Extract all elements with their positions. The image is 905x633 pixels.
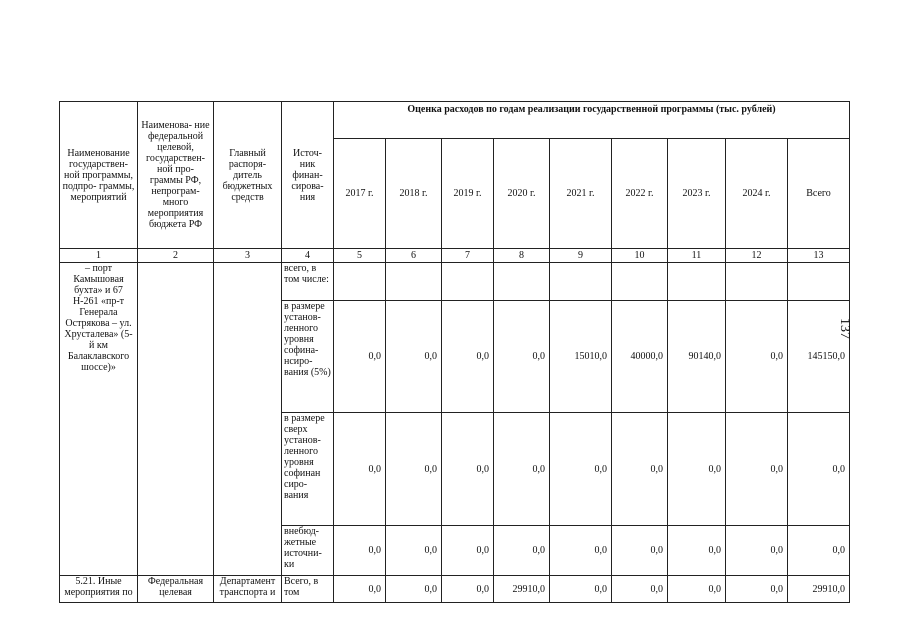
amount-cell: 0,0 [494,526,550,576]
page-number: 137 [837,318,852,339]
manager-cell: Департамент транспорта и [214,576,282,603]
header-year-1: 2017 г. [334,139,386,249]
header-federal-program: Наименова- ние федеральной целевой, государствен- ной про- граммы РФ, непрограм- много мероприятия бюджета РФ [138,102,214,249]
amount-cell: 0,0 [788,526,850,576]
amount-cell: 0,0 [668,576,726,603]
amount-cell: 0,0 [668,526,726,576]
header-budget-manager: Главный распоря- дитель бюджетных средств [214,102,282,249]
amount-cell: 0,0 [726,526,788,576]
amount-cell: 0,0 [612,526,668,576]
amount-cell: 0,0 [386,526,442,576]
header-expense-estimate: Оценка расходов по годам реализации государственной программы (тыс. рублей) [334,102,850,139]
amount-cell: 0,0 [442,413,494,526]
amount-cell: 0,0 [386,576,442,603]
funding-source-cell: всего, в том числе: [282,263,334,301]
amount-cell [726,263,788,301]
measure-name-cell: – порт Камышовая бухта» и 67 Н-261 «пр-т Генерала Острякова – ул. Хрусталева» (5-й км Балаклавского шоссе)» [60,263,138,576]
amount-cell [442,263,494,301]
header-funding-source: Источ- ник финан- сирова- ния [282,102,334,249]
header-year-9: Всего [788,139,850,249]
amount-cell: 40000,0 [612,301,668,413]
column-number-3: 3 [214,249,282,263]
column-number-2: 2 [138,249,214,263]
header-year-4: 2020 г. [494,139,550,249]
header-year-7: 2023 г. [668,139,726,249]
funding-source-cell: в размере установ- ленного уровня софина- нсиро- вания (5%) [282,301,334,413]
amount-cell: 0,0 [612,576,668,603]
column-number-7: 7 [442,249,494,263]
table-row [60,576,850,603]
amount-cell [788,263,850,301]
amount-cell: 0,0 [550,576,612,603]
amount-cell [668,263,726,301]
header-year-3: 2019 г. [442,139,494,249]
funding-source-cell: внебюд- жетные источни- ки [282,526,334,576]
column-number-1: 1 [60,249,138,263]
amount-cell: 0,0 [442,576,494,603]
column-number-5: 5 [334,249,386,263]
amount-cell [550,263,612,301]
amount-cell: 0,0 [726,576,788,603]
amount-cell: 0,0 [550,526,612,576]
amount-cell: 0,0 [550,413,612,526]
amount-cell [334,263,386,301]
measure-name-cell: 5.21. Иные мероприятия по [60,576,138,603]
column-number-11: 11 [668,249,726,263]
amount-cell: 0,0 [334,301,386,413]
table-row [60,263,850,301]
column-number-13: 13 [788,249,850,263]
column-number-6: 6 [386,249,442,263]
column-numbering-row [60,249,850,263]
header-year-6: 2022 г. [612,139,668,249]
budget-table [59,101,850,603]
manager-cell [214,263,282,576]
header-year-5: 2021 г. [550,139,612,249]
amount-cell: 0,0 [668,413,726,526]
funding-source-cell: Всего, в том [282,576,334,603]
header-year-8: 2024 г. [726,139,788,249]
amount-cell: 0,0 [494,301,550,413]
amount-cell: 0,0 [386,413,442,526]
amount-cell: 0,0 [334,576,386,603]
column-number-4: 4 [282,249,334,263]
program-cell: Федеральная целевая [138,576,214,603]
amount-cell: 29910,0 [788,576,850,603]
amount-cell: 15010,0 [550,301,612,413]
column-number-10: 10 [612,249,668,263]
amount-cell: 0,0 [386,301,442,413]
header-year-2: 2018 г. [386,139,442,249]
header-program-name: Наименование государствен- ной программы, подпро- граммы, мероприятий [60,102,138,249]
amount-cell: 0,0 [612,413,668,526]
funding-source-cell: в размере сверх установ- ленного уровня софинан сиро- вания [282,413,334,526]
amount-cell: 0,0 [494,413,550,526]
amount-cell [494,263,550,301]
amount-cell: 0,0 [334,413,386,526]
program-cell [138,263,214,576]
column-number-12: 12 [726,249,788,263]
header-row-1 [60,102,850,139]
amount-cell [612,263,668,301]
amount-cell: 145150,0 [788,301,850,413]
amount-cell: 0,0 [442,526,494,576]
amount-cell: 0,0 [442,301,494,413]
amount-cell: 0,0 [726,301,788,413]
amount-cell: 0,0 [788,413,850,526]
amount-cell: 0,0 [334,526,386,576]
amount-cell: 0,0 [726,413,788,526]
amount-cell: 29910,0 [494,576,550,603]
amount-cell: 90140,0 [668,301,726,413]
column-number-9: 9 [550,249,612,263]
amount-cell [386,263,442,301]
column-number-8: 8 [494,249,550,263]
